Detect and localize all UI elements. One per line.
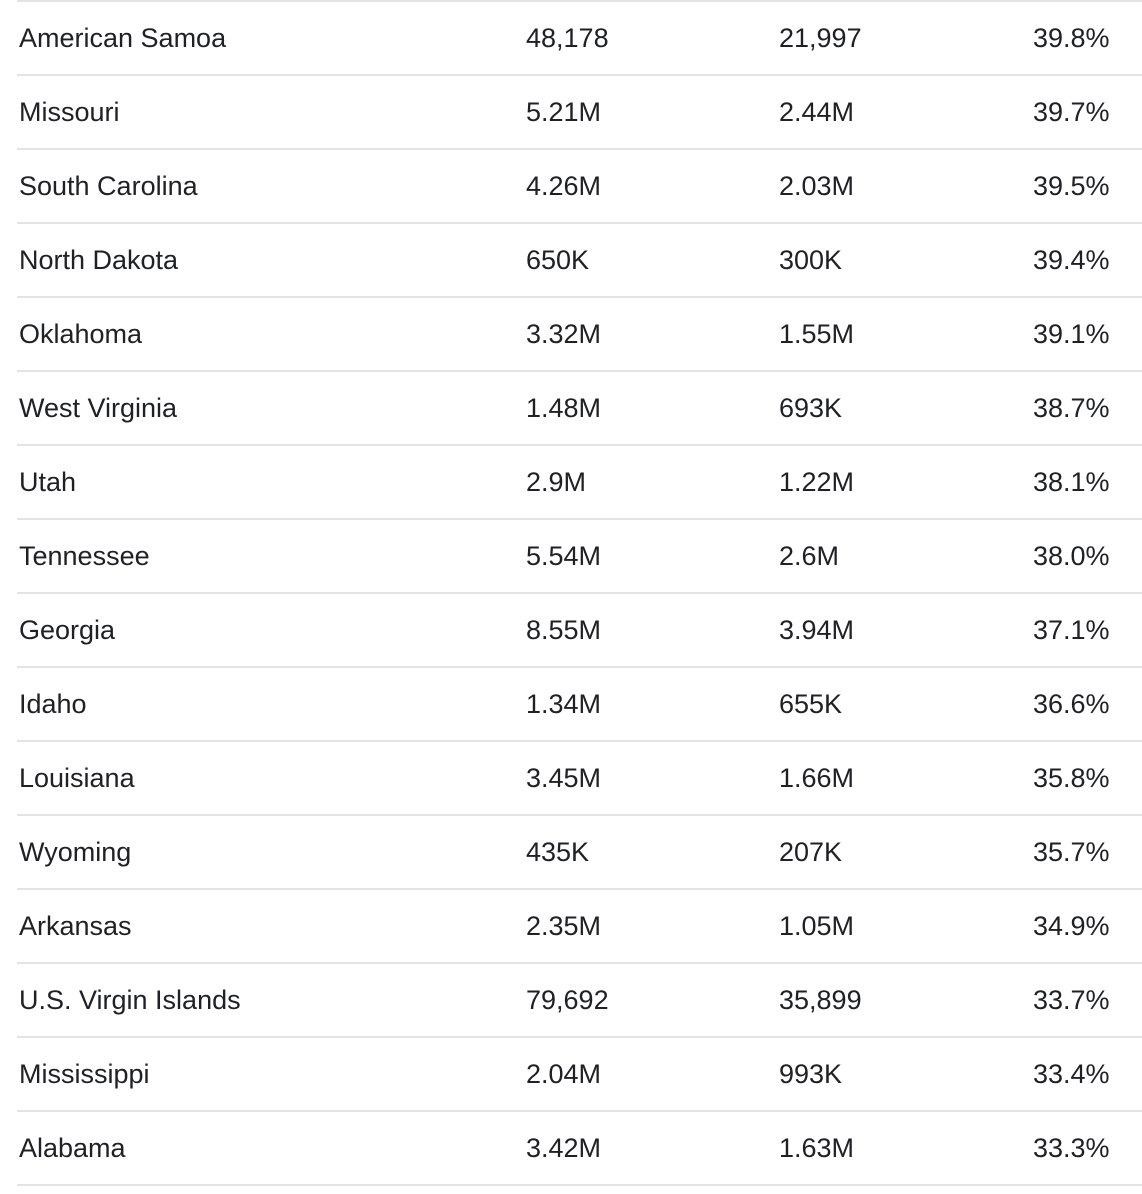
table-row bbox=[17, 816, 1142, 890]
region-name: Idaho bbox=[19, 689, 87, 719]
percent-value: 39.4% bbox=[1033, 245, 1110, 275]
table-row bbox=[17, 742, 1142, 816]
vaccinated-value: 1.66M bbox=[779, 763, 855, 793]
table-row bbox=[17, 446, 1142, 520]
percent-value: 36.6% bbox=[1033, 689, 1110, 719]
vaccinated-value: 2.6M bbox=[779, 541, 840, 571]
table-row bbox=[17, 372, 1142, 446]
population-value: 2.04M bbox=[526, 1059, 602, 1089]
vaccinated-value: 2.03M bbox=[779, 171, 855, 201]
table-row bbox=[17, 150, 1142, 224]
population-value: 2.9M bbox=[526, 467, 587, 497]
region-name: Tennessee bbox=[19, 541, 150, 571]
region-name: Louisiana bbox=[19, 763, 135, 793]
table-row bbox=[17, 520, 1142, 594]
vaccinated-value: 207K bbox=[779, 837, 843, 867]
percent-value: 33.7% bbox=[1033, 985, 1110, 1015]
table-row bbox=[17, 224, 1142, 298]
region-name: West Virginia bbox=[19, 393, 178, 423]
population-value: 3.45M bbox=[526, 763, 602, 793]
percent-value: 39.1% bbox=[1033, 319, 1110, 349]
population-value: 650K bbox=[526, 245, 590, 275]
population-value: 3.32M bbox=[526, 319, 602, 349]
population-value: 48,178 bbox=[526, 23, 609, 53]
population-value: 3.42M bbox=[526, 1133, 602, 1163]
table-row bbox=[17, 594, 1142, 668]
percent-value: 39.8% bbox=[1033, 23, 1110, 53]
population-value: 5.54M bbox=[526, 541, 602, 571]
population-value: 79,692 bbox=[526, 985, 609, 1015]
region-name: Arkansas bbox=[19, 911, 132, 941]
percent-value: 39.7% bbox=[1033, 97, 1110, 127]
region-name: South Carolina bbox=[19, 171, 198, 201]
region-name: Utah bbox=[19, 467, 77, 497]
percent-value: 33.4% bbox=[1033, 1059, 1110, 1089]
vaccinated-value: 1.22M bbox=[779, 467, 855, 497]
vaccinated-value: 2.44M bbox=[779, 97, 855, 127]
region-name: Missouri bbox=[19, 97, 120, 127]
percent-value: 33.3% bbox=[1033, 1133, 1110, 1163]
population-value: 2.35M bbox=[526, 911, 602, 941]
vaccinated-value: 1.05M bbox=[779, 911, 855, 941]
percent-value: 34.9% bbox=[1033, 911, 1110, 941]
vaccinated-value: 300K bbox=[779, 245, 843, 275]
percent-value: 38.7% bbox=[1033, 393, 1110, 423]
region-name: Alabama bbox=[19, 1133, 126, 1163]
vaccinated-value: 35,899 bbox=[779, 985, 862, 1015]
percent-value: 35.7% bbox=[1033, 837, 1110, 867]
table-row bbox=[17, 76, 1142, 150]
region-name: North Dakota bbox=[19, 245, 179, 275]
table-row bbox=[17, 668, 1142, 742]
vaccinated-value: 655K bbox=[779, 689, 843, 719]
region-name: Georgia bbox=[19, 615, 116, 645]
vaccinated-value: 993K bbox=[779, 1059, 843, 1089]
percent-value: 38.1% bbox=[1033, 467, 1110, 497]
vaccinated-value: 3.94M bbox=[779, 615, 855, 645]
region-name: Wyoming bbox=[19, 837, 132, 867]
region-name: U.S. Virgin Islands bbox=[19, 985, 241, 1015]
population-value: 1.48M bbox=[526, 393, 602, 423]
table-row bbox=[17, 1038, 1142, 1112]
table-row bbox=[17, 2, 1142, 76]
population-value: 435K bbox=[526, 837, 590, 867]
table-row bbox=[17, 298, 1142, 372]
vaccinated-value: 1.63M bbox=[779, 1133, 855, 1163]
table-row bbox=[17, 890, 1142, 964]
table-row bbox=[17, 1112, 1142, 1186]
vaccinated-value: 21,997 bbox=[779, 23, 862, 53]
population-value: 5.21M bbox=[526, 97, 602, 127]
population-value: 1.34M bbox=[526, 689, 602, 719]
percent-value: 38.0% bbox=[1033, 541, 1110, 571]
population-value: 8.55M bbox=[526, 615, 602, 645]
region-name: American Samoa bbox=[19, 23, 227, 53]
percent-value: 37.1% bbox=[1033, 615, 1110, 645]
vaccinated-value: 693K bbox=[779, 393, 843, 423]
region-name: Mississippi bbox=[19, 1059, 150, 1089]
vaccinated-value: 1.55M bbox=[779, 319, 855, 349]
percent-value: 35.8% bbox=[1033, 763, 1110, 793]
table-row bbox=[17, 964, 1142, 1038]
region-name: Oklahoma bbox=[19, 319, 143, 349]
population-value: 4.26M bbox=[526, 171, 602, 201]
percent-value: 39.5% bbox=[1033, 171, 1110, 201]
